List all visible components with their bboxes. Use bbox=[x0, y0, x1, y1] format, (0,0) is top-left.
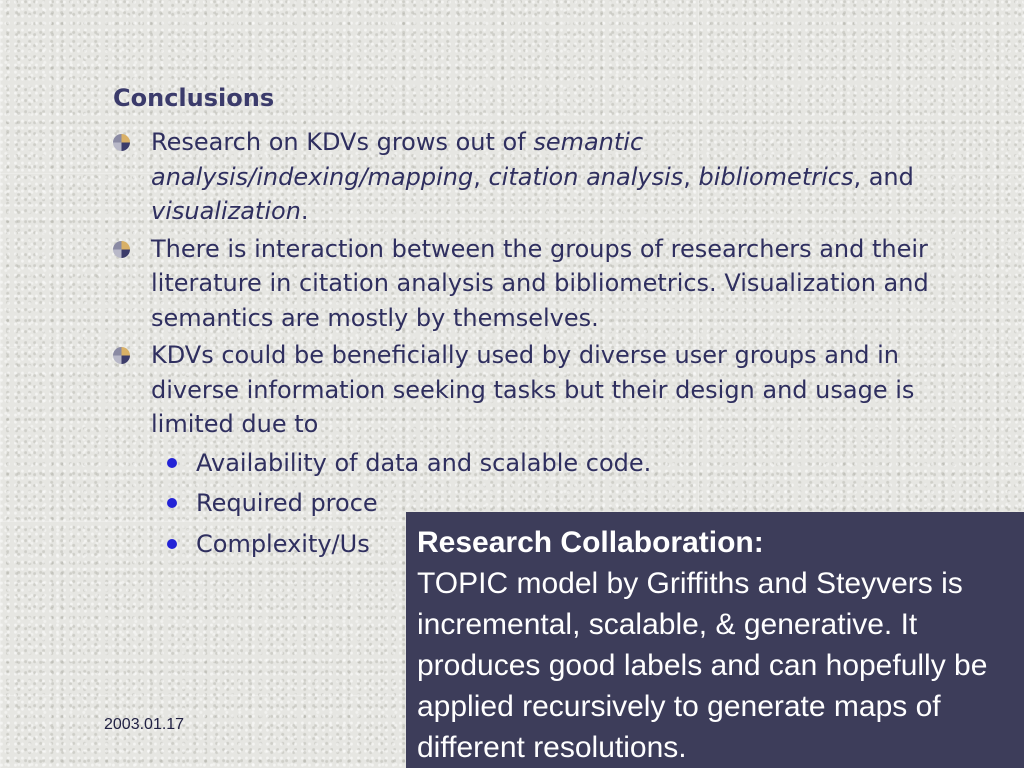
sub-bullet-item bbox=[151, 446, 948, 481]
sub-bullet-text: Required proce bbox=[196, 489, 378, 517]
diamond-quadrant-bullet-icon bbox=[113, 241, 130, 258]
bullet-text: KDVs could be beneficially used by diverse user groups and in diverse information seeking tasks but their design and usage is limited due to bbox=[151, 341, 915, 438]
blue-dot-bullet-icon bbox=[167, 458, 177, 468]
diamond-quadrant-bullet-icon bbox=[113, 134, 130, 151]
bullet-list bbox=[113, 125, 948, 567]
blue-dot-bullet-icon bbox=[167, 498, 177, 508]
bullet-text: There is interaction between the groups of researchers and their literature in citation analysis and bibliometrics. Visualization and semantics are mostly by themselves. bbox=[151, 234, 929, 332]
bullet-text: Research on KDVs grows out of semantic analysis/indexing/mapping, citation analysis, bibliometrics, and visualization. bbox=[151, 128, 914, 225]
callout-title: Research Collaboration: bbox=[417, 526, 764, 559]
blue-dot-bullet-icon bbox=[167, 539, 177, 549]
bullet-item bbox=[113, 232, 948, 336]
slide-date: 2003.01.17 bbox=[104, 716, 185, 733]
sub-bullet-text: Complexity/Us bbox=[196, 529, 370, 558]
bullet-item bbox=[113, 125, 948, 229]
sub-bullet-text: Availability of data and scalable code. bbox=[196, 448, 652, 477]
slide-title: Conclusions bbox=[113, 84, 275, 112]
research-collaboration-callout bbox=[406, 512, 1024, 768]
callout-body: TOPIC model by Griffiths and Steyvers is incremental, scalable, & generative. It produces good labels and can hopefully be applied recursively to generate maps of different resolutions. bbox=[417, 567, 988, 764]
diamond-quadrant-bullet-icon bbox=[113, 347, 130, 364]
